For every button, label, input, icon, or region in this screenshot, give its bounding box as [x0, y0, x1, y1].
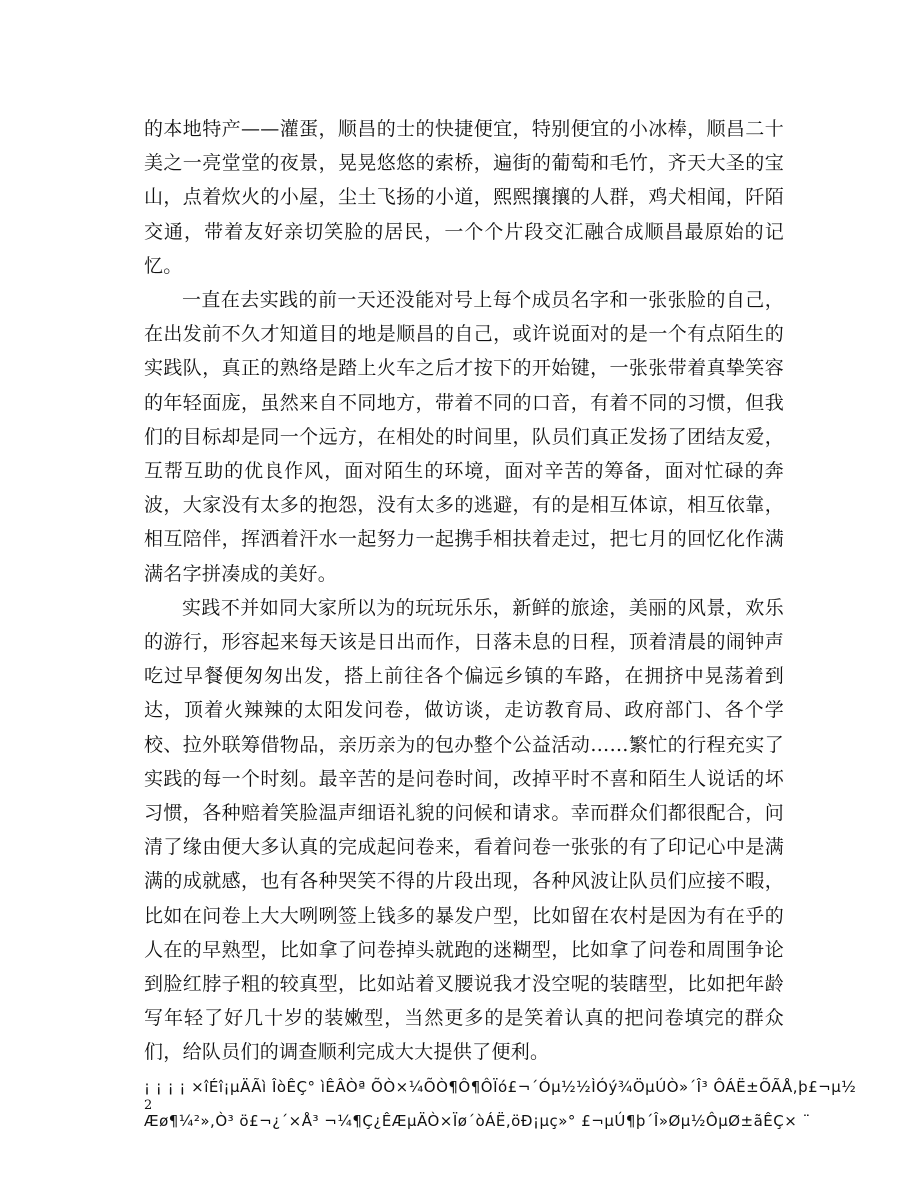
paragraph-3: 实践不并如同大家所以为的玩玩乐乐，新鲜的旅途，美丽的风景，欢乐的游行，形容起来每天该是日出而作，日落未息的日程，顶着清晨的闹钟声吃过早餐便匆匆出发，搭上前往各个偏远乡镇的车路，在拥挤中晃荡着到达，顶着火辣辣的太阳发问卷，做访谈，走访教育局、政府部门、各个学校、拉外联筹借物品，亲历亲为的包办整个公益活动……繁忙的行程充实了实践的每一个时刻。最辛苦的是问卷时间，改掉平时不喜和陌生人说话的坏习惯，各种赔着笑脸温声细语礼貌的问候和请求。幸而群众们都很配合，问清了缘由便大多认真的完成起问卷来，看着问卷一张张的有了印记心中是满满的成就感，也有各种哭笑不得的片段出现，各种风波让队员们应接不暇，比如在问卷上大大咧咧签上钱多的暴发户型，比如留在农村是因为有在乎的人在的早熟型，比如拿了问卷掉头就跑的迷糊型，比如拿了问卷和周围争论到脸红脖子粗的较真型，比如站着叉腰说我才没空呢的装瞎型，比如把年龄写年轻了好几十岁的装嫩型，当然更多的是笑着认真的把问卷填完的群众们，给队员们的调查顺利完成大大提供了便利。 — [144, 596, 784, 1064]
garbled-line-2: Æø¶¼²»,Ò³ ö£¬¿´×Å³ ¬¼¶Ç¿ÊÆµÄÒ×Ïø´òÁË,öÐ¡µç»° £¬µÚ¶þ´Î»Øµ½ÔµØ±ãÊÇ× ¨ — [144, 1111, 811, 1130]
page-number: 2 — [144, 1098, 153, 1113]
paragraph-1: 的本地特产——灌蛋，顺昌的士的快捷便宜，特别便宜的小冰棒，顺昌二十美之一亮堂堂的夜景，晃晃悠悠的索桥，遍街的葡萄和毛竹，齐天大圣的宝山，点着炊火的小屋，尘土飞扬的小道，熙熙攘攘的人群，鸡犬相闻，阡陌交通，带着友好亲切笑脸的居民，一个个片段交汇融合成顺昌最原始的记忆。 — [144, 118, 784, 277]
garbled-line-1: ¡ ¡ ¡ ¡ ×îÉî¡µÄÃì ÎòÊÇ° ìÊÂÒª ÕÒ×¼ÕÒ¶Ô¶ÔÏó£¬´Óµ½½ÌÓý¾ÖµÚÒ»´Î³ ÔÁË±ÕÃÅ,þ£¬µ½ — [144, 1077, 857, 1096]
body-text — [144, 112, 857, 1138]
paragraph-2: 一直在去实践的前一天还没能对号上每个成员名字和一张张脸的自己，在出发前不久才知道目的地是顺昌的自己，或许说面对的是一个有点陌生的实践队，真正的熟络是踏上火车之后才按下的开始键，一张张带着真挚笑容的年轻面庞，虽然来自不同地方，带着不同的口音，有着不同的习惯，但我们的目标却是同一个远方，在相处的时间里，队员们真正发扬了团结友爱，互帮互助的优良作风，面对陌生的环境，面对辛苦的筹备，面对忙碌的奔波，大家没有太多的抱怨，没有太多的逃避，有的是相互体谅，相互依靠，相互陪伴，挥洒着汗水一起努力一起携手相扶着走过，把七月的回忆化作满满名字拼凑成的美好。 — [144, 289, 784, 585]
